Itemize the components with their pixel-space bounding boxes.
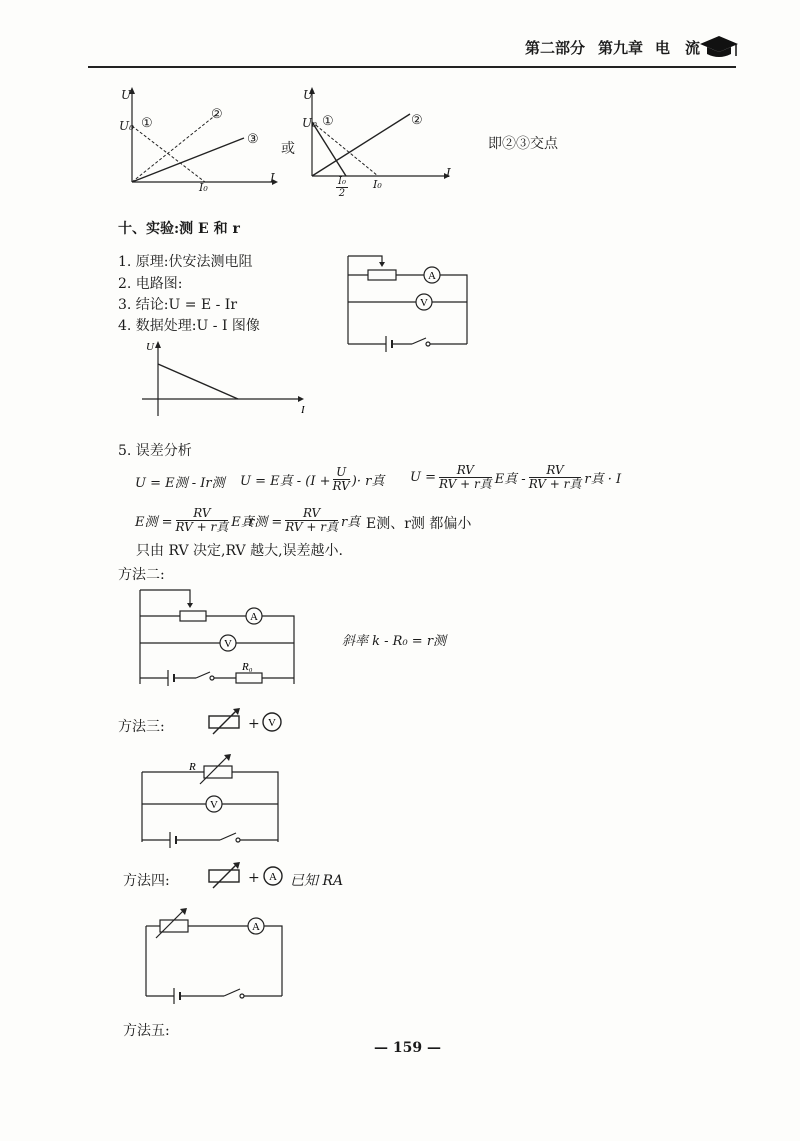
circuit-diagram-2 — [134, 586, 299, 690]
method3-plus: + — [248, 716, 260, 732]
curve-2-label-2: ② — [411, 113, 423, 128]
ammeter-label-4: A — [252, 921, 260, 933]
formula-5-den: RV + r真 — [285, 520, 338, 534]
ammeter-icon — [262, 865, 284, 887]
conclusion-rv: 只由 RV 决定,RV 越大,误差越小. — [136, 543, 344, 559]
item-circuit: 2. 电路图: — [118, 276, 183, 292]
formula-5-lhs: r测 = — [248, 515, 283, 530]
half-i0-den: 2 — [338, 188, 346, 199]
formula-5 — [248, 507, 360, 534]
header-chapter: 第九章 — [598, 39, 644, 57]
circuit-diagram-4 — [140, 906, 290, 1006]
circuit-diagram-1 — [340, 252, 475, 352]
voltmeter-label: V — [420, 297, 428, 309]
u0-label-2: U₀ — [302, 116, 317, 130]
formula-1: U = E测 - Ir测 — [135, 476, 225, 491]
or-text: 或 — [281, 141, 295, 157]
u0-label: U₀ — [119, 119, 134, 133]
formula-2-num: U — [333, 466, 350, 480]
half-i0-num: I₀ — [338, 176, 346, 187]
u-i-graph — [138, 340, 313, 420]
item-data: 4. 数据处理:U - I 图像 — [118, 318, 260, 334]
formula-2 — [240, 466, 384, 493]
axis-i-label: I — [270, 171, 275, 185]
r0-label: R₀ — [242, 661, 253, 673]
method4-plus: + — [248, 870, 260, 886]
formula-4-den: RV + r真 — [175, 520, 229, 534]
circuit-diagram-3 — [136, 752, 286, 850]
formula-2-den: RV — [332, 479, 350, 493]
formula-3-den2: RV + r真 — [528, 477, 582, 491]
formula-3-num1: RV — [439, 464, 492, 478]
graduation-cap-icon — [698, 32, 740, 60]
curve-2-label: ② — [211, 107, 223, 122]
voltmeter-icon-label: V — [268, 717, 276, 729]
voltmeter-label-3: V — [210, 799, 218, 811]
error-title: 5. 误差分析 — [118, 443, 192, 459]
formula-3-den1: RV + r真 — [438, 477, 492, 491]
formula-4 — [135, 507, 254, 534]
formula-3-mid: E真 - — [494, 472, 526, 487]
i0-label: I₀ — [199, 181, 208, 194]
axis-u-label: U — [121, 88, 132, 102]
graph-i-label: I — [301, 404, 305, 416]
formula-5-rhs: r真 — [340, 515, 361, 530]
formula-3-num2: RV — [529, 464, 582, 478]
formula-3-lhs: U = — [410, 470, 436, 485]
curve-1-label: ① — [141, 116, 153, 131]
i0-label-2: I₀ — [373, 178, 382, 191]
formula-3 — [410, 464, 621, 491]
item-principle: 1. 原理:伏安法测电阻 — [118, 254, 253, 270]
half-i0-fraction — [336, 176, 348, 199]
conclusion-underestimate: E测、r测 都偏小 — [366, 516, 472, 532]
method4-label: 方法四: — [123, 873, 170, 889]
rheostat-r-label: R — [189, 761, 196, 773]
header-title: 电 流 — [655, 39, 701, 57]
graph-u-label: U — [146, 341, 154, 353]
formula-4-num: RV — [176, 507, 229, 521]
formula-2-rhs: )· r真 — [351, 474, 385, 489]
known-ra: 已知 RA — [290, 873, 344, 889]
method3-label: 方法三: — [118, 719, 165, 735]
method5-label: 方法五: — [123, 1023, 170, 1039]
header-rule — [88, 66, 736, 68]
page-number: — 159 — — [374, 1040, 441, 1056]
formula-2-lhs: U = E真 - (I + — [240, 474, 331, 489]
formula-4-rhs: E真 — [231, 515, 254, 530]
method2-label: 方法二: — [118, 567, 165, 583]
header-part: 第二部分 — [525, 39, 586, 57]
curve-3-label: ③ — [247, 132, 259, 147]
rheostat-icon-2 — [205, 860, 245, 890]
ammeter-label-2: A — [250, 611, 258, 623]
ammeter-label: A — [428, 270, 436, 282]
slope-note: 斜率 k - R₀ = r测 — [342, 634, 447, 649]
formula-4-lhs: E测 = — [135, 515, 173, 530]
formula-5-num: RV — [285, 507, 338, 521]
formula-3-rhs: r真 · I — [584, 472, 622, 487]
voltmeter-label-2: V — [224, 638, 232, 650]
axis-u-label-2: U — [303, 88, 314, 102]
axis-i-label-2: I — [446, 166, 451, 180]
voltmeter-icon — [261, 711, 283, 733]
section-title: 十、实验:测 E 和 r — [118, 221, 240, 237]
intersection-note: 即②③交点 — [488, 136, 558, 152]
curve-1-label-2: ① — [322, 114, 334, 129]
rheostat-icon — [205, 706, 245, 736]
item-conclusion: 3. 结论:U = E - Ir — [118, 297, 238, 313]
ammeter-icon-label: A — [269, 871, 277, 883]
